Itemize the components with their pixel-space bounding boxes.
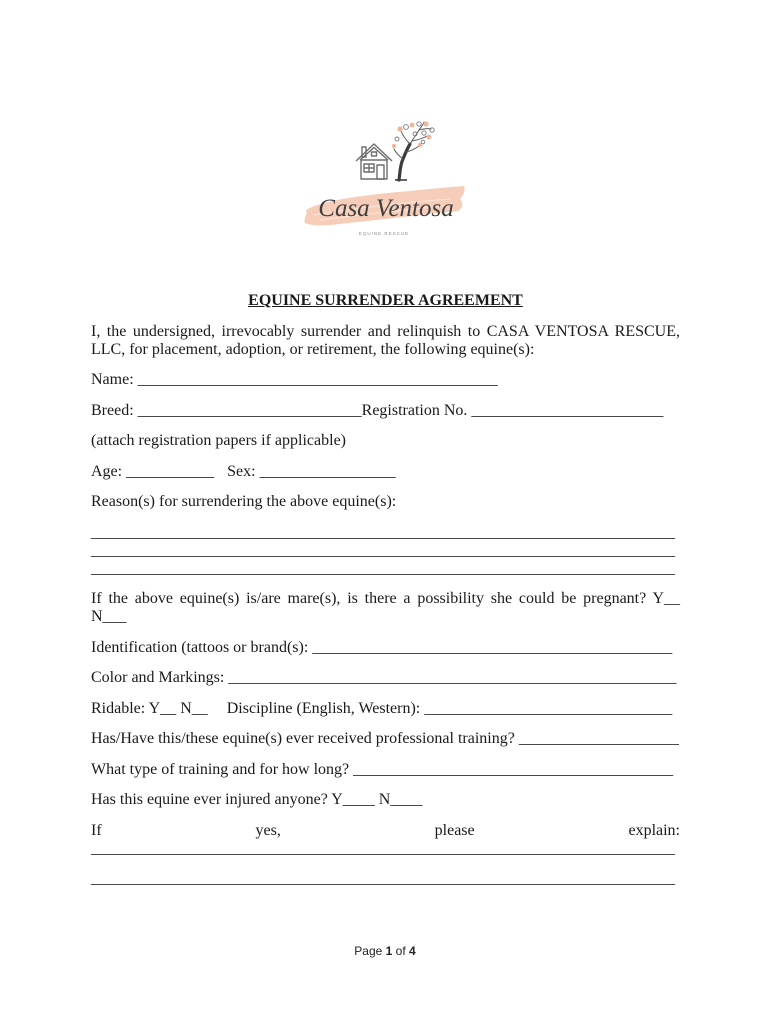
registration-label: Registration No.	[361, 401, 468, 419]
identification-blank: _____________________________________________	[312, 638, 673, 656]
training-row	[91, 730, 680, 748]
name-label: Name:	[91, 371, 134, 388]
tree-icon	[392, 121, 434, 180]
injury-yes-blank: Y____	[331, 791, 375, 808]
page-word: Page	[354, 944, 383, 958]
agreement-body	[91, 292, 680, 888]
pregnancy-no-blank: N___	[91, 608, 127, 625]
training-type-label: What type of training and for how long?	[91, 760, 350, 778]
training-type-row	[91, 761, 680, 779]
color-markings-row	[91, 669, 680, 687]
reason-lines	[91, 524, 680, 578]
reason-blank-line: _________________________________________________________________________	[91, 559, 675, 577]
reason-blank-line: _________________________________________________________________________	[91, 541, 675, 559]
color-markings-blank: ________________________________________________________	[228, 669, 677, 686]
injury-question: Has this equine ever injured anyone?	[91, 791, 328, 808]
sex-label: Sex:	[227, 462, 256, 480]
injury-explain-label: If yes, please explain:	[91, 821, 680, 839]
breed-blank: ____________________________	[137, 401, 362, 419]
training-blank: ____________________	[518, 730, 679, 747]
page-footer	[0, 944, 770, 958]
discipline-label: Discipline (English, Western):	[226, 699, 421, 717]
pregnancy-question: If the above equine(s) is/are mare(s), is there a possibility she could be pregnant?	[91, 590, 647, 607]
injury-explain-blank: _________________________________________________________________________	[91, 839, 675, 857]
sex-blank: _________________	[259, 462, 396, 480]
name-row	[91, 371, 680, 389]
training-label: Has/Have this/these equine(s) ever received professional training?	[91, 730, 515, 747]
name-blank: _____________________________________________	[137, 371, 498, 388]
training-type-blank: ________________________________________	[353, 760, 674, 778]
of-word: of	[395, 944, 406, 958]
age-label: Age:	[91, 462, 123, 480]
breed-row	[91, 402, 680, 420]
pregnancy-row	[91, 590, 680, 626]
page-number: 1	[385, 944, 393, 958]
reason-blank-line: _________________________________________________________________________	[91, 523, 675, 541]
ridable-no-blank: N__	[180, 699, 208, 717]
logo	[300, 115, 470, 240]
registration-blank: ________________________	[471, 401, 664, 419]
injury-explain-row	[91, 822, 680, 858]
registration-note: (attach registration papers if applicable)	[91, 432, 346, 449]
injury-explain-blank-line: _________________________________________________________________________	[91, 870, 675, 887]
injury-no-blank: N____	[378, 791, 423, 808]
document-title: EQUINE SURRENDER AGREEMENT	[248, 292, 523, 309]
color-markings-label: Color and Markings:	[91, 669, 225, 686]
identification-row	[91, 639, 680, 657]
age-blank: ___________	[126, 462, 215, 480]
logo-wordmark: Casa Ventosa	[318, 195, 454, 222]
identification-label: Identification (tattoos or brand(s):	[91, 638, 309, 656]
age-sex-row	[91, 463, 680, 481]
ridable-label: Ridable:	[91, 699, 146, 717]
intro-paragraph: I, the undersigned, irrevocably surrender and relinquish to CASA VENTOSA RESCUE, LLC, for placement, adoption, or retirement, the following equine(s):	[91, 322, 680, 358]
page-total: 4	[409, 944, 416, 958]
ridable-yes-blank: Y__	[148, 699, 177, 717]
logo-tagline: EQUINE RESCUE	[358, 231, 410, 236]
discipline-blank: _______________________________	[424, 699, 673, 717]
ridable-discipline-row	[91, 700, 680, 718]
reason-label: Reason(s) for surrendering the above equine(s):	[91, 493, 397, 510]
pregnancy-yes-blank: Y__	[652, 590, 680, 607]
breed-label: Breed:	[91, 401, 134, 419]
injury-row	[91, 791, 680, 809]
house-icon	[356, 144, 392, 179]
